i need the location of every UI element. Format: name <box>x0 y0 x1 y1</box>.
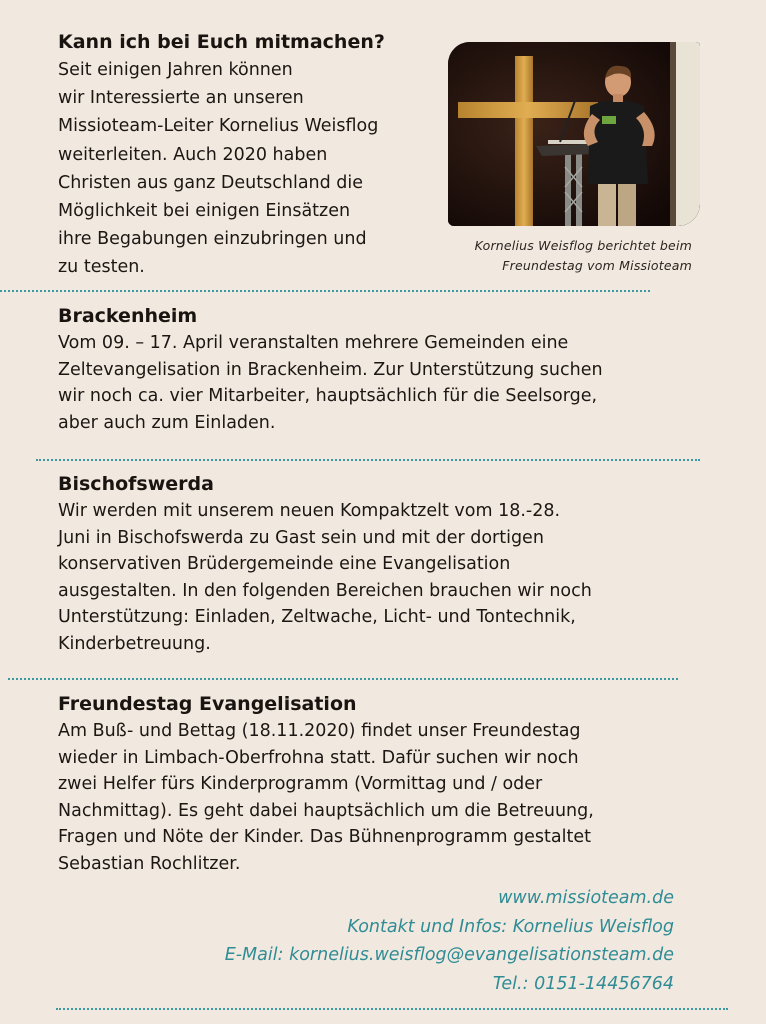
section-divider <box>0 290 650 292</box>
bischofswerda-section <box>58 470 698 657</box>
bischofswerda-heading: Bischofswerda <box>58 473 214 495</box>
intro-section <box>58 28 438 282</box>
photo-caption <box>420 236 692 276</box>
intro-heading: Kann ich bei Euch mitmachen? <box>58 31 385 53</box>
photo-caption-line-1: Kornelius Weisflog berichtet beim <box>474 238 692 253</box>
intro-text: Seit einigen Jahren können wir Interessierte an unseren Missioteam-Leiter Kornelius Weisflog weiterleiten. Auch 2020 haben Christen aus ganz Deutschland die Möglichkeit bei einigen Einsätzen ihre Begabungen einzubringen und zu testen. <box>58 60 379 278</box>
bischofswerda-text: Wir werden mit unserem neuen Kompaktzelt vom 18.-28. Juni in Bischofswerda zu Gast sein und mit der dortigen konservativen Brüdergemeinde eine Evangelisation ausgestalten. In den folgenden Bereichen brauchen wir noch Unterstützung: Einladen, Zeltwache, Licht- und Tontechnik, Kinderbetreuung. <box>58 501 592 654</box>
section-divider <box>8 678 678 680</box>
website-link[interactable]: www.missioteam.de <box>498 888 674 908</box>
section-divider <box>56 1008 728 1010</box>
email-link[interactable]: E-Mail: kornelius.weisflog@evangelisationsteam.de <box>224 945 674 965</box>
contact-info: Kontakt und Infos: Kornelius Weisflog <box>347 916 674 937</box>
freundestag-text: Am Buß- und Bettag (18.11.2020) findet unser Freundestag wieder in Limbach-Oberfrohna statt. Dafür suchen wir noch zwei Helfer fürs Kinderprogramm (Vormittag und / oder Nachmittag). Es geht dabei hauptsächlich um die Betreuung, Fragen und Nöte der Kinder. Das Bühnenprogramm gestaltet Sebastian Rochlitzer. <box>58 721 594 874</box>
freundestag-heading: Freundestag Evangelisation <box>58 693 357 715</box>
brackenheim-section <box>58 302 698 436</box>
speaker-photo <box>448 42 700 226</box>
brackenheim-text: Vom 09. – 17. April veranstalten mehrere Gemeinden eine Zeltevangelisation in Brackenheim. Zur Unterstützung suchen wir noch ca. vier Mitarbeiter, hauptsächlich für die Seelsorge, aber auch zum Einladen. <box>58 333 603 433</box>
phone-number: Tel.: 0151-14456764 <box>492 973 674 994</box>
brackenheim-heading: Brackenheim <box>58 305 198 327</box>
speaker-photo-image <box>448 42 700 226</box>
section-divider <box>36 459 700 461</box>
freundestag-section <box>58 690 698 877</box>
contact-block <box>225 884 674 998</box>
photo-caption-line-2: Freundestag vom Missioteam <box>502 258 692 273</box>
